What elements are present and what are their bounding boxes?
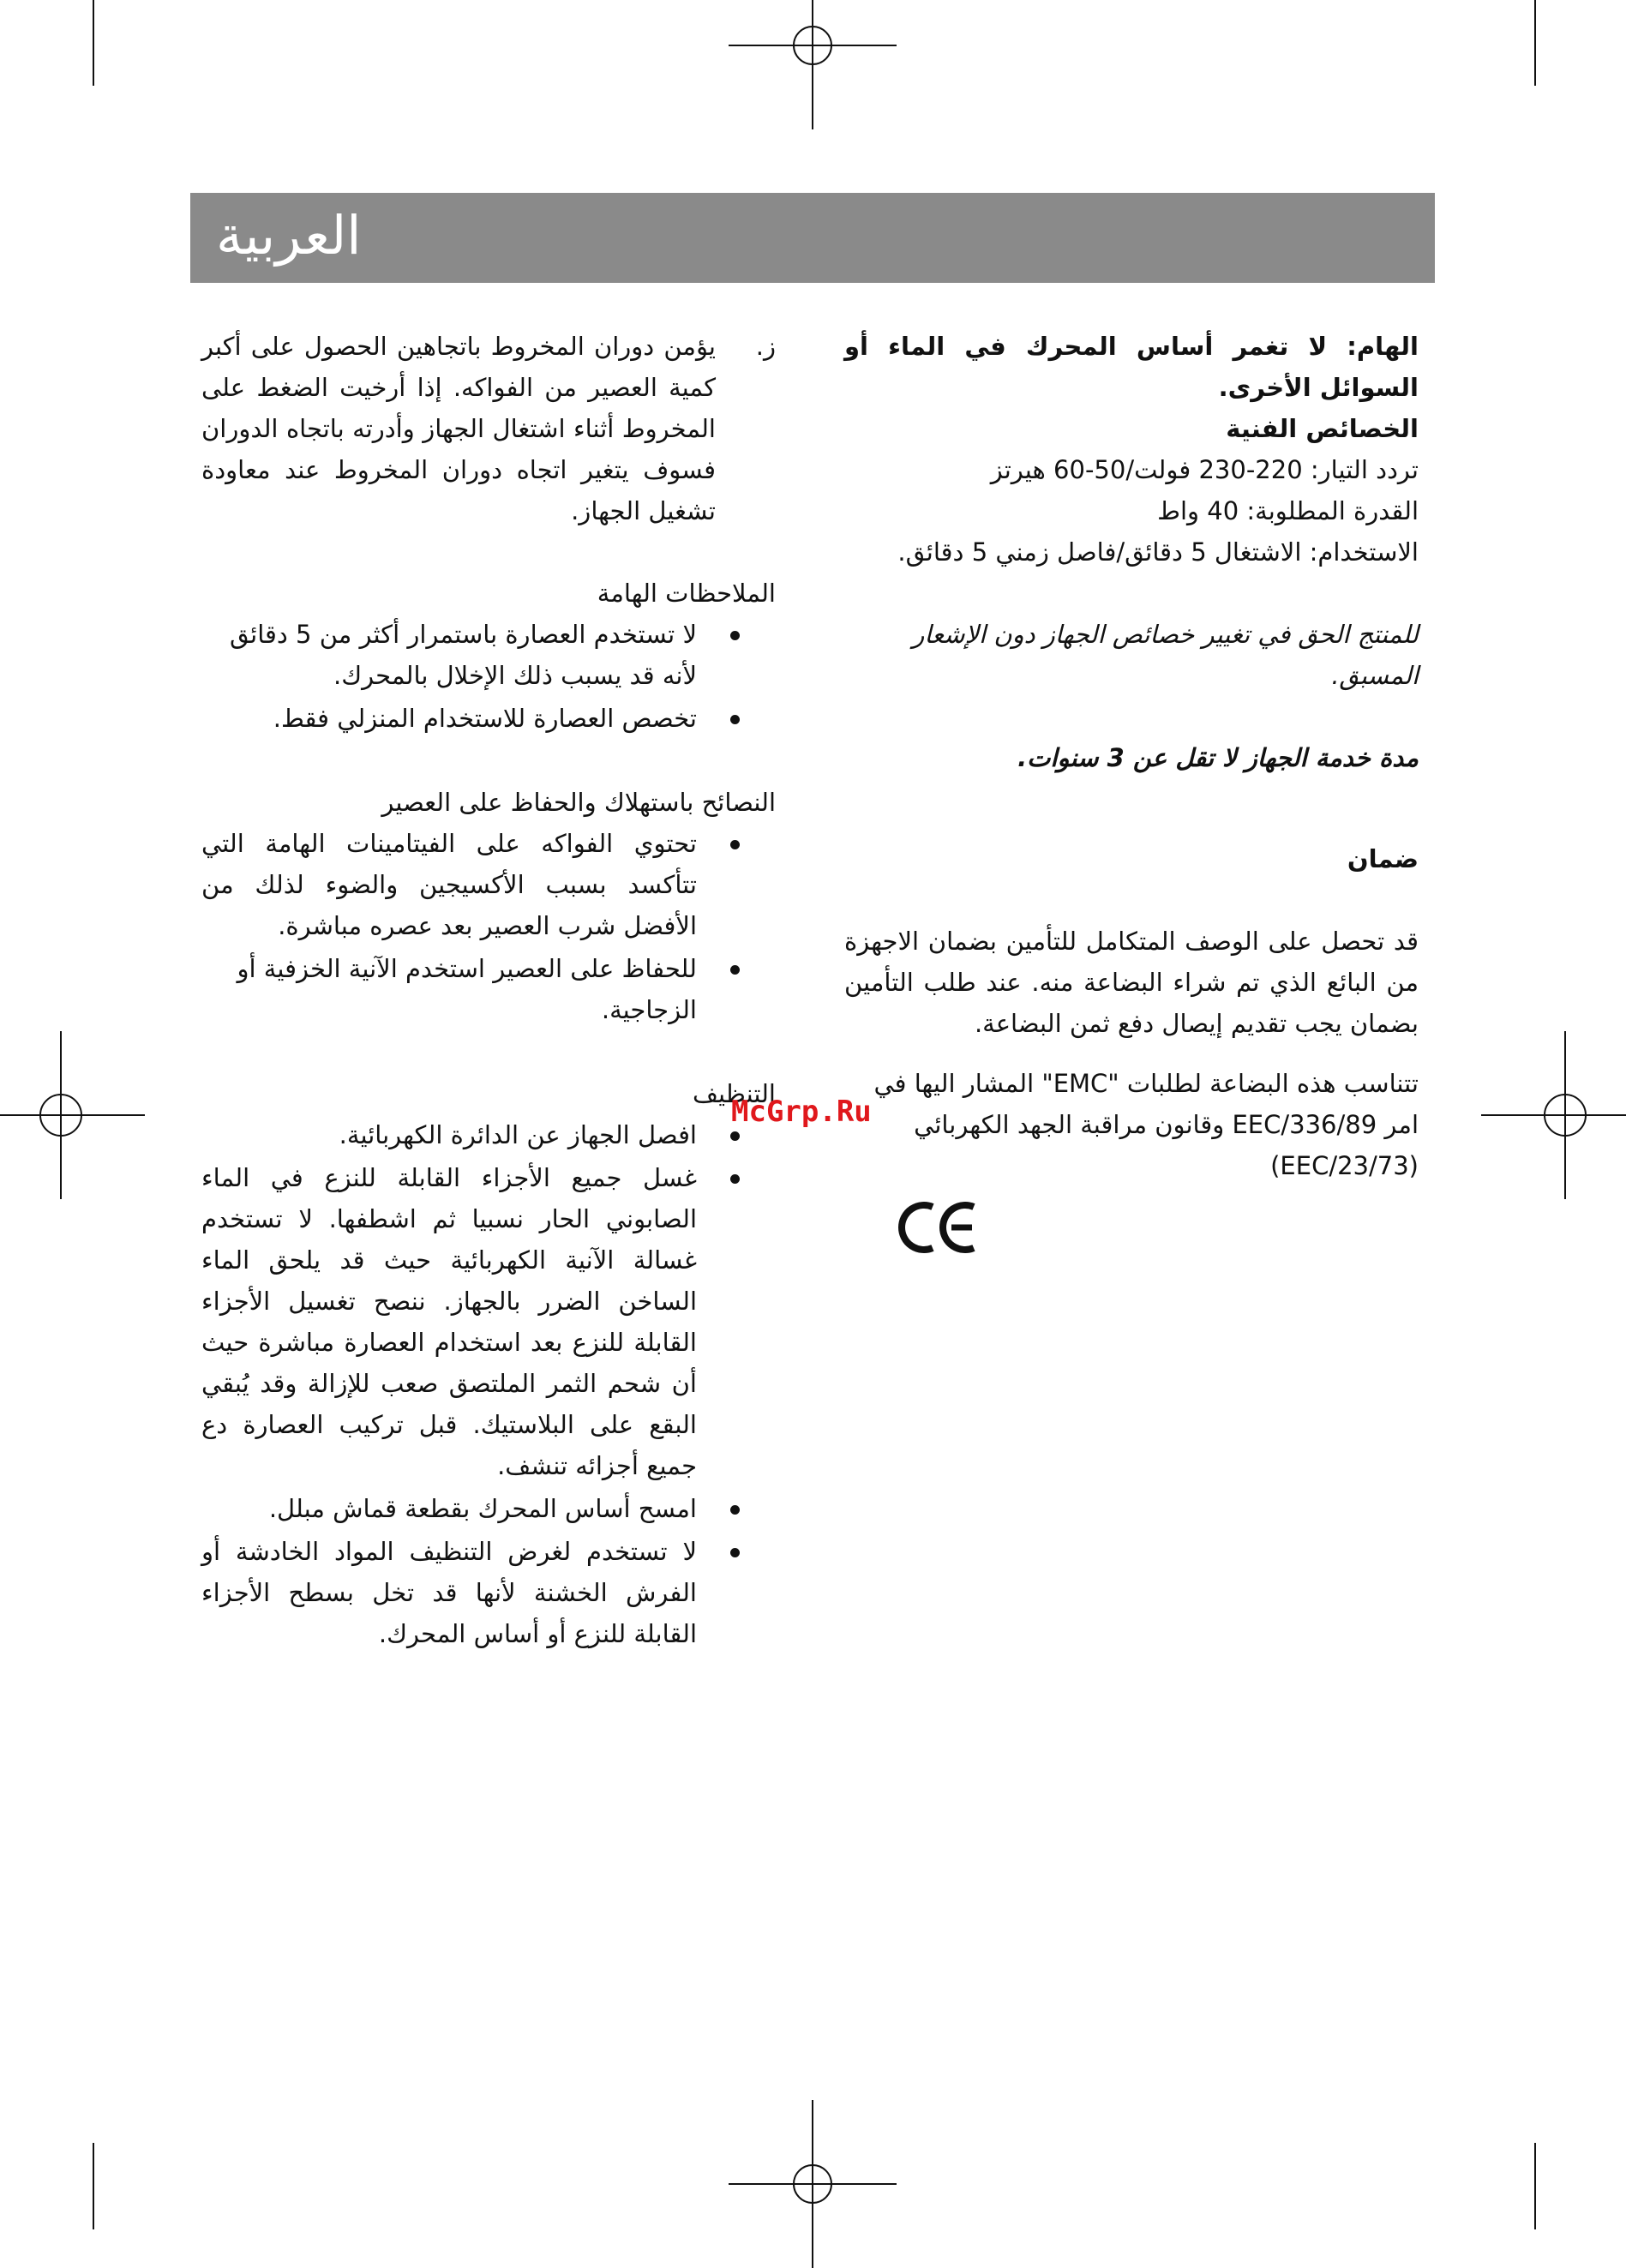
spec-line: تردد التيار: 220-230 فولت/50-60 هيرتز — [990, 455, 1419, 484]
list-item: لا تستخدم لغرض التنظيف المواد الخادشة أو الفرش الخشنة لأنها قد تخل بسطح الأجزاء القابلة للنزع أو أساس المحرك. — [201, 1531, 776, 1654]
language-header-bar — [190, 193, 1435, 283]
crop-mark — [1534, 0, 1536, 86]
notes-title: الملاحظات الهامة — [597, 579, 776, 608]
item-text: يؤمن دوران المخروط باتجاهين الحصول على أكبر كمية العصير من الفواكه. إذا أرخيت الضغط على المخروط أثناء اشتغال الجهاز وأدرته باتجاه الدوران فسوف يتغير اتجاه دوران المخروط عند معاودة تشغيل الجهاز. — [201, 332, 716, 525]
list-item: تحتوي الفواكه على الفيتامينات الهامة التي تتأكسد بسبب الأكسيجين والضوء لذلك من الأفضل شرب العصير بعد عصره مباشرة. — [201, 823, 776, 946]
item-label: ز. — [755, 332, 776, 361]
list-item: للحفاظ على العصير استخدم الآنية الخزفية أو الزجاجية. — [201, 948, 776, 1030]
tips-title: النصائح باستهلاك والحفاظ على العصير — [381, 788, 776, 817]
cleaning-title: التنظيف — [693, 1079, 776, 1108]
registration-mark-left — [0, 1031, 145, 1199]
specs-title: الخصائص الفنية — [1226, 414, 1419, 443]
rights-note: للمنتج الحق في تغيير خصائص الجهاز دون الإشعار المسبق. — [912, 620, 1419, 690]
language-title: العربية — [216, 204, 362, 267]
warning-text: الهام: لا تغمر أساس المحرك في الماء أو السوائل الأخرى. — [844, 332, 1419, 402]
right-column — [844, 326, 1419, 1186]
registration-mark-right — [1481, 1031, 1626, 1199]
list-item: غسل جميع الأجزاء القابلة للنزع في الماء الصابوني الحار نسبيا ثم اشطفها. لا تستخدم غسالة الآنية الكهربائية حيث قد يلحق الماء الساخن الضرر بالجهاز. ننصح تغسيل الأجزاء القابلة للنزع بعد استخدام العصارة مباشرة حيث أن شحم الثمر الملتصق صعب للإزالة وقد يُبقي البقع على البلاستيك. قبل تركيب العصارة دع جميع أجزائه تنشف. — [201, 1157, 776, 1486]
registration-mark-top — [729, 0, 897, 129]
tips-list — [201, 823, 776, 1030]
crop-mark — [93, 0, 94, 86]
service-life: مدة خدمة الجهاز لا تقل عن 3 سنوات. — [1017, 743, 1419, 772]
emc-line: تتناسب هذه البضاعة لطلبات "EMC" المشار اليها في — [873, 1069, 1419, 1098]
notes-list — [201, 614, 776, 739]
cleaning-list — [201, 1114, 776, 1654]
left-column — [201, 326, 776, 1656]
instruction-item-z — [201, 326, 776, 531]
list-item: امسح أساس المحرك بقطعة قماش مبلل. — [201, 1488, 776, 1529]
ce-mark-icon — [898, 1200, 977, 1255]
emc-line: امر EEC/336/89 وقانون مراقبة الجهد الكهربائي — [914, 1110, 1419, 1139]
crop-mark — [1534, 2143, 1536, 2229]
list-item: لا تستخدم العصارة باستمرار أكثر من 5 دقائق لأنه قد يسبب ذلك الإخلال بالمحرك. — [201, 614, 776, 696]
emc-line: (EEC/23/73) — [1270, 1151, 1419, 1180]
registration-mark-bottom — [729, 2100, 897, 2268]
spec-line: الاستخدام: الاشتغال 5 دقائق/فاصل زمني 5 دقائق. — [897, 537, 1419, 567]
crop-mark — [93, 2143, 94, 2229]
spec-line: القدرة المطلوبة: 40 واط — [1157, 496, 1419, 525]
warranty-title: ضمان — [1347, 844, 1419, 873]
watermark-text: McGrp.Ru — [731, 1095, 872, 1129]
warranty-text: قد تحصل على الوصف المتكامل للتأمين بضمان الاجهزة من البائع الذي تم شراء البضاعة منه. عند طلب التأمين بضمان يجب تقديم إيصال دفع ثمن البضاعة. — [844, 927, 1419, 1038]
list-item: افصل الجهاز عن الدائرة الكهربائية. — [201, 1114, 776, 1155]
list-item: تخصص العصارة للاستخدام المنزلي فقط. — [201, 698, 776, 739]
